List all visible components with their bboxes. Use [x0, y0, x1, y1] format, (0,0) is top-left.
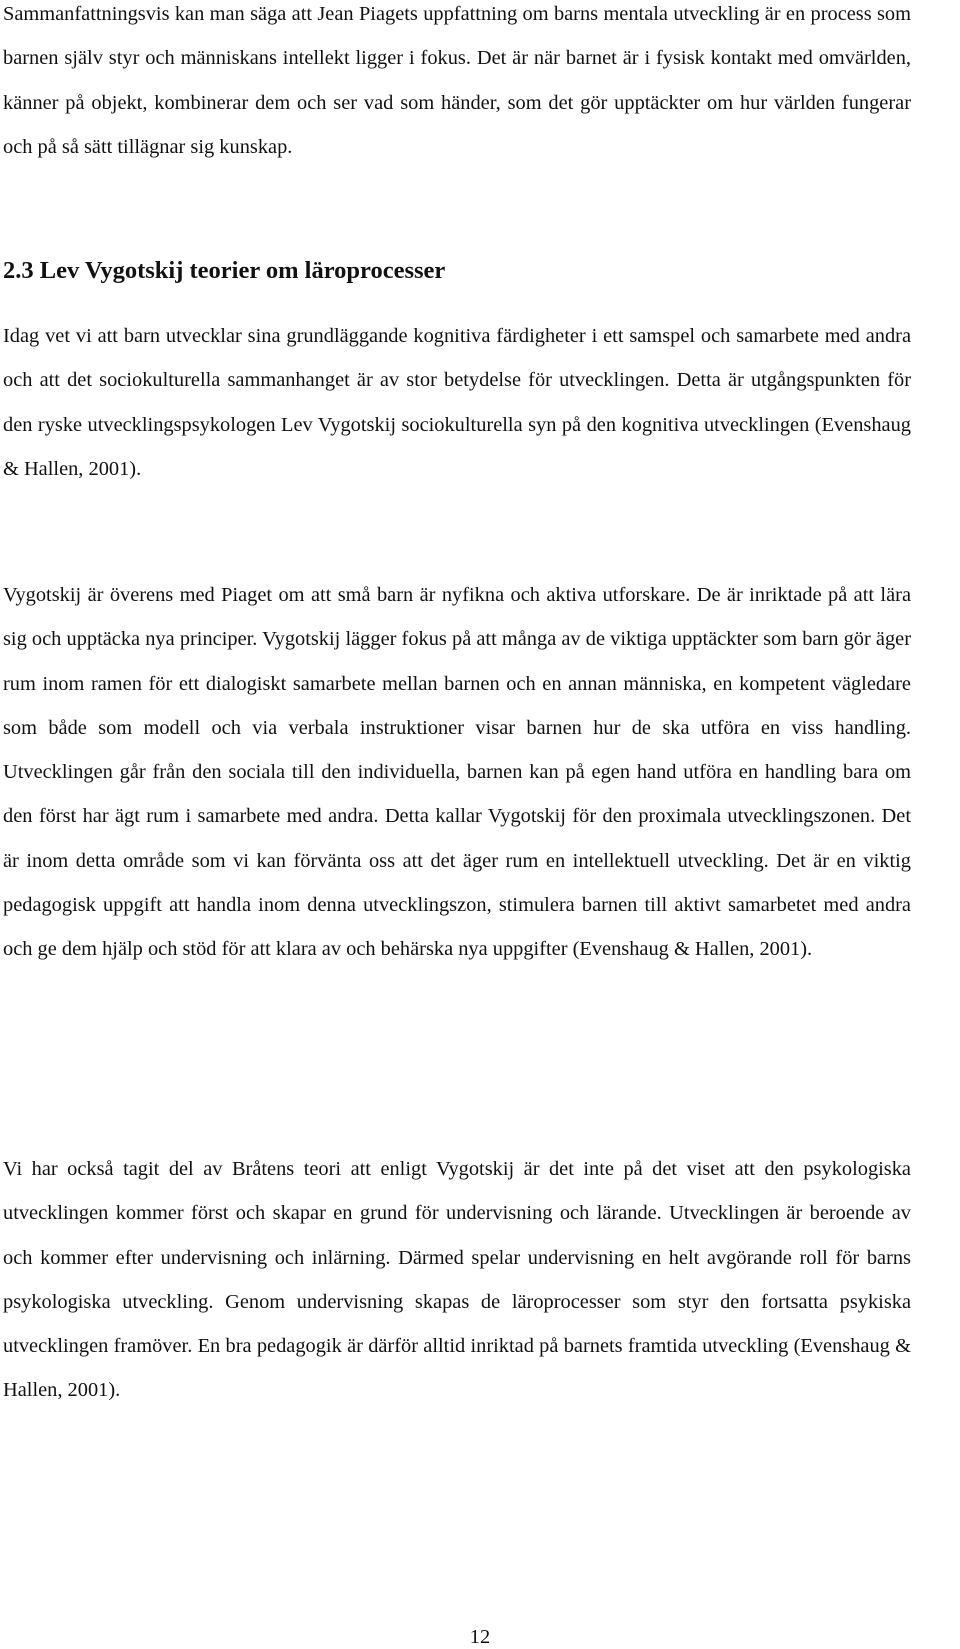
paragraph-piaget-summary: Sammanfattningsvis kan man säga att Jean Piagets uppfattning om barns mentala utveckling är en process som barnen själv styr och människans intellekt ligger i fokus. Det är när barnet är i fysisk kontakt med omvärlden, känner på objekt, kombinerar dem och ser vad som händer, som det gör upptäckter om hur världen fungerar och på så sätt tillägnar sig kunskap.: [3, 3, 911, 158]
section-heading: 2.3 Lev Vygotskij teorier om läroprocesser: [3, 257, 446, 284]
page-number: 12: [469, 1626, 491, 1648]
paragraph-proximal-zone: Vygotskij är överens med Piaget om att små barn är nyfikna och aktiva utforskare. De är inriktade på att lära sig och upptäcka nya principer. Vygotskij lägger fokus på att många av de viktiga upptäckter som barn gör äger rum inom ramen för ett dialogiskt samarbete mellan barnen och en annan människa, en kompetent vägledare som både som modell och via verbala instruktioner visar barnen hur de ska utföra en viss handling. Utvecklingen går från den sociala till den individuella, barnen kan på egen hand utföra en handling bara om den först har ägt rum i samarbete med andra. Detta kallar Vygotskij för den proximala utvecklingszonen. Det är inom detta område som vi kan förvänta oss att det äger rum en intellektuell utveckling. Det är en viktig pedagogisk uppgift att handla inom denna utvecklingszon, stimulera barnen till aktivt samarbetet med andra och ge dem hjälp och stöd för att klara av och behärska nya uppgifter (Evenshaug & Hallen, 2001).: [3, 584, 911, 961]
paragraph-bratens-theory: Vi har också tagit del av Bråtens teori att enligt Vygotskij är det inte på det viset att den psykologiska utvecklingen kommer först och skapar en grund för undervisning och lärande. Utvecklingen är beroende av och kommer efter undervisning och inlärning. Därmed spelar undervisning en helt avgörande roll för barns psykologiska utveckling. Genom undervisning skapas de läroprocesser som styr den fortsatta psykiska utvecklingen framöver. En bra pedagogik är därför alltid inriktad på barnets framtida utveckling (Evenshaug & Hallen, 2001).: [3, 1158, 911, 1402]
paragraph-vygotskij-intro: Idag vet vi att barn utvecklar sina grundläggande kognitiva färdigheter i ett samspel och samarbete med andra och att det sociokulturella sammanhanget är av stor betydelse för utvecklingen. Detta är utgångspunkten för den ryske utvecklingspsykologen Lev Vygotskij sociokulturella syn på den kognitiva utvecklingen (Evenshaug & Hallen, 2001).: [3, 325, 911, 480]
